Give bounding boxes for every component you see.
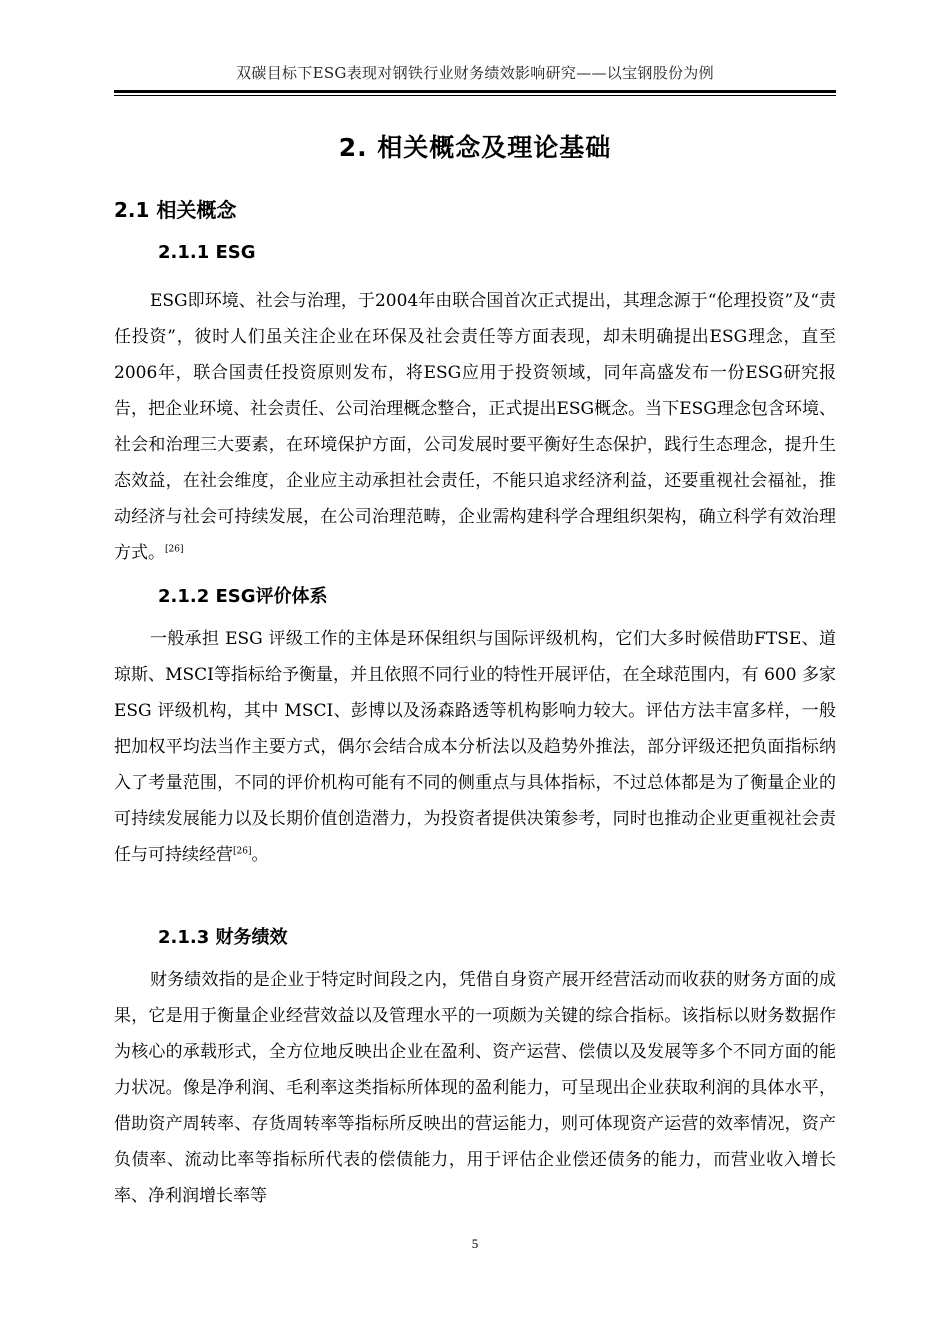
running-header: 双碳目标下ESG表现对钢铁行业财务绩效影响研究——以宝钢股份为例: [236, 64, 714, 82]
section-heading-2-1-3: 2.1.3 财务绩效: [158, 927, 288, 948]
paragraph-financial-performance: [114, 962, 836, 1214]
paragraph-esg: [114, 283, 836, 571]
paragraph-esg-rating-text: 一般承担 ESG 评级工作的主体是环保组织与国际评级机构，它们大多时候借助FTSE、道琼斯、MSCI等指标给予衡量，并且依照不同行业的特性开展评估，在全球范围内，有 600 多家 ESG 评级机构，其中 MSCI、彭博以及汤森路透等机构影响力较大。评估方法丰富多样，一般把加权平均法当作主要方式，偶尔会结合成本分析法以及趋势外推法，部分评级还把负面指标纳入了考量范围，不同的评价机构可能有不同的侧重点与具体指标，不过总体都是为了衡量企业的可持续发展能力以及长期价值创造潜力，为投资者提供决策参考，同时也推动企业更重视社会责任与可持续经营: [114, 629, 836, 865]
paragraph-esg-text: ESG即环境、社会与治理，于2004年由联合国首次正式提出，其理念源于“伦理投资”及“责任投资”，彼时人们虽关注企业在环保及社会责任等方面表现，却未明确提出ESG理念，直至2006年，联合国责任投资原则发布，将ESG应用于投资领域，同年高盛发布一份ESG研究报告，把企业环境、社会责任、公司治理概念整合，正式提出ESG概念。当下ESG理念包含环境、社会和治理三大要素，在环境保护方面，公司发展时要平衡好生态保护，践行生态理念，提升生态效益，在社会维度，企业应主动承担社会责任，不能只追求经济利益，还要重视社会福祉，推动经济与社会可持续发展，在公司治理范畴，企业需构建科学合理组织架构，确立科学有效治理方式。: [114, 291, 836, 563]
header-rule-thick: [114, 90, 836, 93]
page-number: 5: [471, 1236, 479, 1251]
header-rule-thin: [114, 95, 836, 96]
citation: [26]: [233, 846, 252, 857]
section-heading-2-1-1: 2.1.1 ESG: [158, 242, 256, 263]
paragraph-financial-performance-text: 财务绩效指的是企业于特定时间段之内，凭借自身资产展开经营活动而收获的财务方面的成果，它是用于衡量企业经营效益以及管理水平的一项颇为关键的综合指标。该指标以财务数据作为核心的承载形式，全方位地反映出企业在盈利、资产运营、偿债以及发展等多个不同方面的能力状况。像是净利润、毛利率这类指标所体现的盈利能力，可呈现出企业获取利润的具体水平，借助资产周转率、存货周转率等指标所反映出的营运能力，则可体现资产运营的效率情况，资产负债率、流动比率等指标所代表的偿债能力，用于评估企业偿还债务的能力，而营业收入增长率、净利润增长率等: [114, 970, 836, 1206]
chapter-title: 2. 相关概念及理论基础: [338, 133, 612, 162]
paragraph-esg-rating: [114, 621, 836, 873]
paragraph-tail: 。: [251, 845, 269, 865]
section-heading-2-1-2: 2.1.2 ESG评价体系: [158, 586, 328, 607]
citation: [26]: [165, 544, 184, 555]
section-heading-2-1: 2.1 相关概念: [114, 198, 237, 222]
